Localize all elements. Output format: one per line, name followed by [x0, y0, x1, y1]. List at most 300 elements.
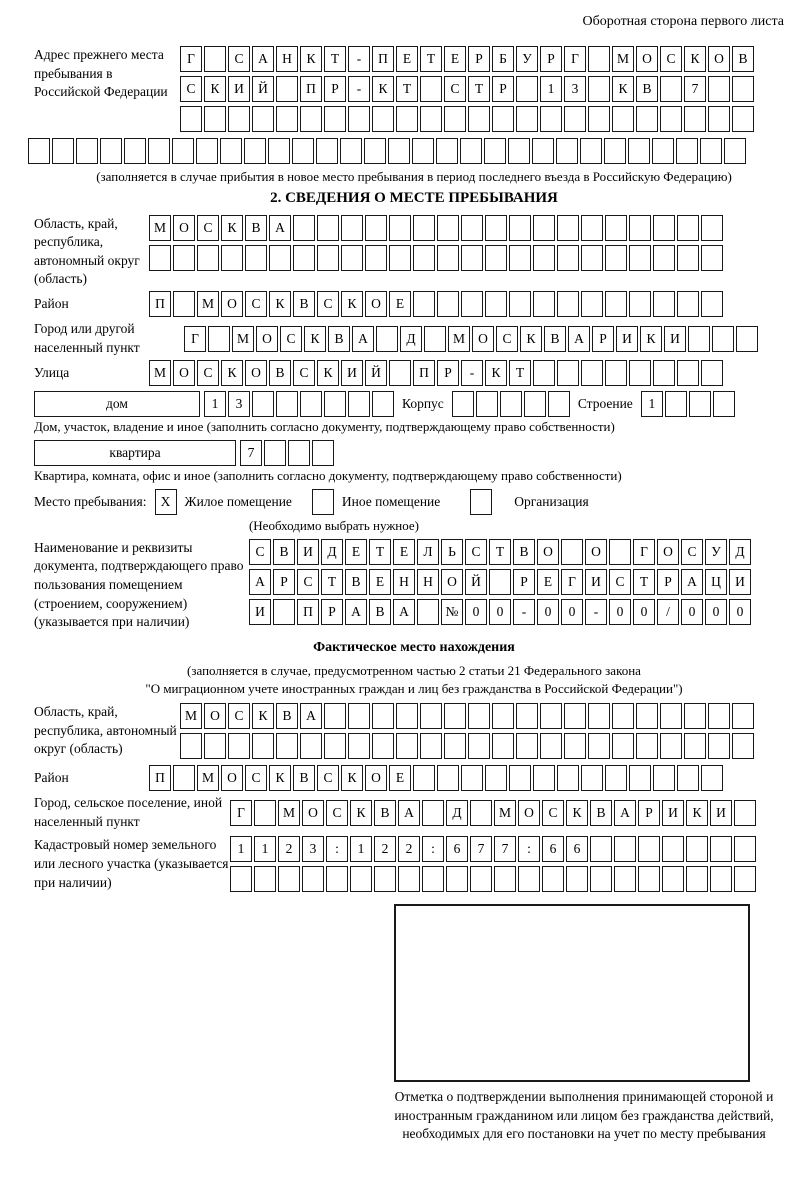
- char-cell[interactable]: [701, 291, 723, 317]
- char-cell[interactable]: [533, 291, 555, 317]
- char-cell[interactable]: [533, 215, 555, 241]
- char-cell[interactable]: А: [252, 46, 274, 72]
- char-cell[interactable]: [653, 765, 675, 791]
- char-cell[interactable]: [484, 138, 506, 164]
- char-cell[interactable]: В: [732, 46, 754, 72]
- char-cell[interactable]: А: [393, 599, 415, 625]
- char-cell[interactable]: В: [293, 765, 315, 791]
- char-cell[interactable]: 0: [489, 599, 511, 625]
- char-cell[interactable]: [348, 106, 370, 132]
- char-cell[interactable]: [444, 703, 466, 729]
- char-cell[interactable]: [677, 360, 699, 386]
- char-cell[interactable]: В: [345, 569, 367, 595]
- char-cell[interactable]: 1: [540, 76, 562, 102]
- char-cell[interactable]: [636, 703, 658, 729]
- char-cell[interactable]: А: [345, 599, 367, 625]
- char-cell[interactable]: [413, 215, 435, 241]
- char-cell[interactable]: К: [350, 800, 372, 826]
- char-cell[interactable]: [220, 138, 242, 164]
- char-cell[interactable]: [365, 245, 387, 271]
- char-cell[interactable]: М: [232, 326, 254, 352]
- char-cell[interactable]: 6: [542, 836, 564, 862]
- char-cell[interactable]: И: [616, 326, 638, 352]
- char-cell[interactable]: О: [441, 569, 463, 595]
- char-cell[interactable]: [494, 866, 516, 892]
- char-cell[interactable]: [468, 703, 490, 729]
- checkbox-organizaciya[interactable]: [470, 489, 492, 515]
- char-cell[interactable]: [732, 76, 754, 102]
- char-cell[interactable]: [660, 76, 682, 102]
- char-cell[interactable]: К: [221, 215, 243, 241]
- char-cell[interactable]: К: [304, 326, 326, 352]
- char-cell[interactable]: [581, 245, 603, 271]
- char-cell[interactable]: [374, 866, 396, 892]
- char-cell[interactable]: М: [197, 291, 219, 317]
- char-cell[interactable]: [52, 138, 74, 164]
- char-cell[interactable]: Н: [276, 46, 298, 72]
- char-cell[interactable]: В: [269, 360, 291, 386]
- char-cell[interactable]: [653, 360, 675, 386]
- char-cell[interactable]: [609, 539, 631, 565]
- char-cell[interactable]: В: [245, 215, 267, 241]
- char-cell[interactable]: [245, 245, 267, 271]
- char-cell[interactable]: [254, 800, 276, 826]
- char-cell[interactable]: Л: [417, 539, 439, 565]
- char-cell[interactable]: О: [585, 539, 607, 565]
- char-cell[interactable]: 0: [681, 599, 703, 625]
- char-cell[interactable]: Г: [633, 539, 655, 565]
- char-cell[interactable]: [653, 245, 675, 271]
- char-cell[interactable]: 0: [537, 599, 559, 625]
- char-cell[interactable]: И: [297, 539, 319, 565]
- char-cell[interactable]: В: [293, 291, 315, 317]
- char-cell[interactable]: [734, 866, 756, 892]
- char-cell[interactable]: [420, 703, 442, 729]
- char-cell[interactable]: [516, 733, 538, 759]
- char-cell[interactable]: [180, 733, 202, 759]
- char-cell[interactable]: [436, 138, 458, 164]
- char-cell[interactable]: [710, 866, 732, 892]
- char-cell[interactable]: [516, 76, 538, 102]
- char-cell[interactable]: 0: [705, 599, 727, 625]
- char-cell[interactable]: Е: [393, 539, 415, 565]
- char-cell[interactable]: П: [149, 291, 171, 317]
- char-cell[interactable]: [612, 733, 634, 759]
- char-cell[interactable]: [100, 138, 122, 164]
- char-cell[interactable]: П: [300, 76, 322, 102]
- char-cell[interactable]: [461, 765, 483, 791]
- char-cell[interactable]: [437, 765, 459, 791]
- char-cell[interactable]: [684, 733, 706, 759]
- char-cell[interactable]: О: [302, 800, 324, 826]
- char-cell[interactable]: [244, 138, 266, 164]
- char-cell[interactable]: И: [228, 76, 250, 102]
- char-cell[interactable]: К: [372, 76, 394, 102]
- char-cell[interactable]: 2: [278, 836, 300, 862]
- char-cell[interactable]: И: [662, 800, 684, 826]
- char-cell[interactable]: С: [681, 539, 703, 565]
- char-cell[interactable]: [677, 215, 699, 241]
- char-cell[interactable]: Г: [184, 326, 206, 352]
- char-cell[interactable]: Г: [230, 800, 252, 826]
- char-cell[interactable]: К: [204, 76, 226, 102]
- char-cell[interactable]: А: [681, 569, 703, 595]
- char-cell[interactable]: О: [245, 360, 267, 386]
- char-cell[interactable]: [196, 138, 218, 164]
- char-cell[interactable]: [204, 106, 226, 132]
- char-cell[interactable]: [470, 866, 492, 892]
- char-cell[interactable]: Т: [509, 360, 531, 386]
- char-cell[interactable]: [509, 291, 531, 317]
- char-cell[interactable]: [686, 836, 708, 862]
- char-cell[interactable]: -: [513, 599, 535, 625]
- char-cell[interactable]: Е: [537, 569, 559, 595]
- char-cell[interactable]: К: [300, 46, 322, 72]
- char-cell[interactable]: [468, 733, 490, 759]
- char-cell[interactable]: П: [297, 599, 319, 625]
- char-cell[interactable]: Г: [180, 46, 202, 72]
- char-cell[interactable]: [588, 76, 610, 102]
- char-cell[interactable]: П: [149, 765, 171, 791]
- char-cell[interactable]: Р: [513, 569, 535, 595]
- char-cell[interactable]: Ь: [441, 539, 463, 565]
- char-cell[interactable]: 1: [350, 836, 372, 862]
- char-cell[interactable]: [605, 360, 627, 386]
- char-cell[interactable]: [489, 569, 511, 595]
- char-cell[interactable]: О: [173, 215, 195, 241]
- char-cell[interactable]: [324, 733, 346, 759]
- char-cell[interactable]: [264, 440, 286, 466]
- char-cell[interactable]: [341, 245, 363, 271]
- char-cell[interactable]: [588, 106, 610, 132]
- char-cell[interactable]: [665, 391, 687, 417]
- char-cell[interactable]: В: [273, 539, 295, 565]
- char-cell[interactable]: [420, 733, 442, 759]
- char-cell[interactable]: [396, 703, 418, 729]
- char-cell[interactable]: [300, 391, 322, 417]
- char-cell[interactable]: [348, 703, 370, 729]
- char-cell[interactable]: [701, 215, 723, 241]
- char-cell[interactable]: [540, 733, 562, 759]
- char-cell[interactable]: К: [221, 360, 243, 386]
- char-cell[interactable]: [124, 138, 146, 164]
- char-cell[interactable]: М: [494, 800, 516, 826]
- char-cell[interactable]: [710, 836, 732, 862]
- char-cell[interactable]: О: [221, 291, 243, 317]
- char-cell[interactable]: [273, 599, 295, 625]
- char-cell[interactable]: [461, 245, 483, 271]
- char-cell[interactable]: [28, 138, 50, 164]
- char-cell[interactable]: У: [516, 46, 538, 72]
- char-cell[interactable]: [341, 215, 363, 241]
- char-cell[interactable]: [173, 291, 195, 317]
- char-cell[interactable]: [689, 391, 711, 417]
- char-cell[interactable]: [300, 733, 322, 759]
- char-cell[interactable]: [173, 765, 195, 791]
- char-cell[interactable]: В: [513, 539, 535, 565]
- char-cell[interactable]: 7: [240, 440, 262, 466]
- char-cell[interactable]: [317, 215, 339, 241]
- char-cell[interactable]: [148, 138, 170, 164]
- char-cell[interactable]: В: [374, 800, 396, 826]
- char-cell[interactable]: [732, 106, 754, 132]
- char-cell[interactable]: И: [341, 360, 363, 386]
- char-cell[interactable]: [208, 326, 230, 352]
- char-cell[interactable]: Т: [324, 46, 346, 72]
- char-cell[interactable]: [252, 733, 274, 759]
- char-cell[interactable]: [372, 733, 394, 759]
- char-cell[interactable]: [581, 765, 603, 791]
- char-cell[interactable]: А: [269, 215, 291, 241]
- char-cell[interactable]: [724, 138, 746, 164]
- char-cell[interactable]: 0: [633, 599, 655, 625]
- char-cell[interactable]: К: [317, 360, 339, 386]
- char-cell[interactable]: П: [372, 46, 394, 72]
- char-cell[interactable]: М: [180, 703, 202, 729]
- char-cell[interactable]: [509, 215, 531, 241]
- char-cell[interactable]: -: [348, 76, 370, 102]
- char-cell[interactable]: [302, 866, 324, 892]
- char-cell[interactable]: А: [249, 569, 271, 595]
- char-cell[interactable]: 6: [566, 836, 588, 862]
- char-cell[interactable]: И: [585, 569, 607, 595]
- char-cell[interactable]: Й: [365, 360, 387, 386]
- char-cell[interactable]: [278, 866, 300, 892]
- char-cell[interactable]: 3: [228, 391, 250, 417]
- char-cell[interactable]: [564, 106, 586, 132]
- char-cell[interactable]: [312, 440, 334, 466]
- char-cell[interactable]: Й: [465, 569, 487, 595]
- char-cell[interactable]: [629, 360, 651, 386]
- char-cell[interactable]: 0: [561, 599, 583, 625]
- char-cell[interactable]: О: [636, 46, 658, 72]
- char-cell[interactable]: А: [614, 800, 636, 826]
- char-cell[interactable]: [470, 800, 492, 826]
- char-cell[interactable]: [300, 106, 322, 132]
- char-cell[interactable]: [686, 866, 708, 892]
- char-cell[interactable]: [485, 291, 507, 317]
- char-cell[interactable]: Е: [389, 291, 411, 317]
- char-cell[interactable]: [524, 391, 546, 417]
- char-cell[interactable]: [684, 106, 706, 132]
- char-cell[interactable]: 3: [302, 836, 324, 862]
- char-cell[interactable]: [372, 703, 394, 729]
- char-cell[interactable]: [653, 291, 675, 317]
- char-cell[interactable]: [197, 245, 219, 271]
- char-cell[interactable]: [172, 138, 194, 164]
- char-cell[interactable]: С: [496, 326, 518, 352]
- char-cell[interactable]: [734, 836, 756, 862]
- char-cell[interactable]: [276, 733, 298, 759]
- char-cell[interactable]: [712, 326, 734, 352]
- char-cell[interactable]: Р: [321, 599, 343, 625]
- char-cell[interactable]: [173, 245, 195, 271]
- char-cell[interactable]: [485, 765, 507, 791]
- char-cell[interactable]: [292, 138, 314, 164]
- char-cell[interactable]: [509, 245, 531, 271]
- char-cell[interactable]: [581, 215, 603, 241]
- char-cell[interactable]: Р: [657, 569, 679, 595]
- char-cell[interactable]: [413, 765, 435, 791]
- char-cell[interactable]: [708, 703, 730, 729]
- char-cell[interactable]: [276, 76, 298, 102]
- char-cell[interactable]: К: [341, 291, 363, 317]
- char-cell[interactable]: [293, 215, 315, 241]
- char-cell[interactable]: :: [422, 836, 444, 862]
- char-cell[interactable]: [76, 138, 98, 164]
- char-cell[interactable]: [350, 866, 372, 892]
- char-cell[interactable]: [254, 866, 276, 892]
- char-cell[interactable]: О: [365, 765, 387, 791]
- char-cell[interactable]: Е: [369, 569, 391, 595]
- char-cell[interactable]: О: [472, 326, 494, 352]
- char-cell[interactable]: [376, 326, 398, 352]
- char-cell[interactable]: К: [341, 765, 363, 791]
- char-cell[interactable]: М: [612, 46, 634, 72]
- char-cell[interactable]: [508, 138, 530, 164]
- char-cell[interactable]: [276, 106, 298, 132]
- char-cell[interactable]: [540, 106, 562, 132]
- char-cell[interactable]: Т: [396, 76, 418, 102]
- char-cell[interactable]: [516, 106, 538, 132]
- char-cell[interactable]: В: [544, 326, 566, 352]
- char-cell[interactable]: [629, 291, 651, 317]
- char-cell[interactable]: [653, 215, 675, 241]
- char-cell[interactable]: [324, 106, 346, 132]
- char-cell[interactable]: 7: [470, 836, 492, 862]
- char-cell[interactable]: [412, 138, 434, 164]
- char-cell[interactable]: [604, 138, 626, 164]
- char-cell[interactable]: [566, 866, 588, 892]
- char-cell[interactable]: Т: [468, 76, 490, 102]
- char-cell[interactable]: М: [278, 800, 300, 826]
- char-cell[interactable]: [492, 703, 514, 729]
- char-cell[interactable]: [230, 866, 252, 892]
- char-cell[interactable]: [389, 360, 411, 386]
- char-cell[interactable]: [500, 391, 522, 417]
- char-cell[interactable]: С: [249, 539, 271, 565]
- char-cell[interactable]: О: [173, 360, 195, 386]
- char-cell[interactable]: [540, 703, 562, 729]
- char-cell[interactable]: [269, 245, 291, 271]
- char-cell[interactable]: С: [326, 800, 348, 826]
- char-cell[interactable]: А: [300, 703, 322, 729]
- char-cell[interactable]: [660, 106, 682, 132]
- char-cell[interactable]: [701, 245, 723, 271]
- char-cell[interactable]: 0: [609, 599, 631, 625]
- char-cell[interactable]: [149, 245, 171, 271]
- checkbox-inoe[interactable]: [312, 489, 334, 515]
- char-cell[interactable]: [180, 106, 202, 132]
- char-cell[interactable]: [614, 866, 636, 892]
- char-cell[interactable]: Д: [400, 326, 422, 352]
- char-cell[interactable]: [389, 245, 411, 271]
- char-cell[interactable]: [422, 800, 444, 826]
- char-cell[interactable]: Д: [321, 539, 343, 565]
- char-cell[interactable]: [444, 106, 466, 132]
- char-cell[interactable]: О: [221, 765, 243, 791]
- char-cell[interactable]: [372, 106, 394, 132]
- char-cell[interactable]: О: [657, 539, 679, 565]
- char-cell[interactable]: [629, 215, 651, 241]
- char-cell[interactable]: [636, 733, 658, 759]
- char-cell[interactable]: 2: [374, 836, 396, 862]
- char-cell[interactable]: С: [245, 765, 267, 791]
- char-cell[interactable]: Д: [729, 539, 751, 565]
- char-cell[interactable]: К: [684, 46, 706, 72]
- char-cell[interactable]: 0: [465, 599, 487, 625]
- char-cell[interactable]: И: [710, 800, 732, 826]
- char-cell[interactable]: [326, 866, 348, 892]
- char-cell[interactable]: [638, 836, 660, 862]
- char-cell[interactable]: В: [369, 599, 391, 625]
- char-cell[interactable]: [288, 440, 310, 466]
- char-cell[interactable]: 0: [729, 599, 751, 625]
- checkbox-zhiloe[interactable]: X: [155, 489, 177, 515]
- char-cell[interactable]: С: [660, 46, 682, 72]
- char-cell[interactable]: С: [542, 800, 564, 826]
- char-cell[interactable]: У: [705, 539, 727, 565]
- char-cell[interactable]: [324, 391, 346, 417]
- char-cell[interactable]: [677, 765, 699, 791]
- char-cell[interactable]: [736, 326, 758, 352]
- char-cell[interactable]: Ц: [705, 569, 727, 595]
- char-cell[interactable]: [713, 391, 735, 417]
- char-cell[interactable]: [372, 391, 394, 417]
- char-cell[interactable]: [557, 765, 579, 791]
- char-cell[interactable]: [564, 703, 586, 729]
- char-cell[interactable]: И: [249, 599, 271, 625]
- char-cell[interactable]: [461, 215, 483, 241]
- char-cell[interactable]: [533, 765, 555, 791]
- char-cell[interactable]: С: [197, 360, 219, 386]
- char-cell[interactable]: [708, 733, 730, 759]
- char-cell[interactable]: [688, 326, 710, 352]
- char-cell[interactable]: [422, 866, 444, 892]
- char-cell[interactable]: [533, 360, 555, 386]
- char-cell[interactable]: [652, 138, 674, 164]
- char-cell[interactable]: К: [640, 326, 662, 352]
- char-cell[interactable]: -: [348, 46, 370, 72]
- char-cell[interactable]: О: [204, 703, 226, 729]
- char-cell[interactable]: 1: [230, 836, 252, 862]
- char-cell[interactable]: О: [256, 326, 278, 352]
- char-cell[interactable]: [424, 326, 446, 352]
- char-cell[interactable]: [348, 391, 370, 417]
- char-cell[interactable]: [701, 360, 723, 386]
- char-cell[interactable]: А: [352, 326, 374, 352]
- char-cell[interactable]: -: [585, 599, 607, 625]
- char-cell[interactable]: [590, 866, 612, 892]
- char-cell[interactable]: [734, 800, 756, 826]
- char-cell[interactable]: [398, 866, 420, 892]
- char-cell[interactable]: 2: [398, 836, 420, 862]
- char-cell[interactable]: [340, 138, 362, 164]
- char-cell[interactable]: [677, 291, 699, 317]
- char-cell[interactable]: [276, 391, 298, 417]
- char-cell[interactable]: [268, 138, 290, 164]
- char-cell[interactable]: [557, 215, 579, 241]
- char-cell[interactable]: -: [461, 360, 483, 386]
- char-cell[interactable]: К: [566, 800, 588, 826]
- char-cell[interactable]: Р: [324, 76, 346, 102]
- char-cell[interactable]: [388, 138, 410, 164]
- char-cell[interactable]: Д: [446, 800, 468, 826]
- char-cell[interactable]: Т: [633, 569, 655, 595]
- char-cell[interactable]: [708, 76, 730, 102]
- char-cell[interactable]: [636, 106, 658, 132]
- char-cell[interactable]: [252, 391, 274, 417]
